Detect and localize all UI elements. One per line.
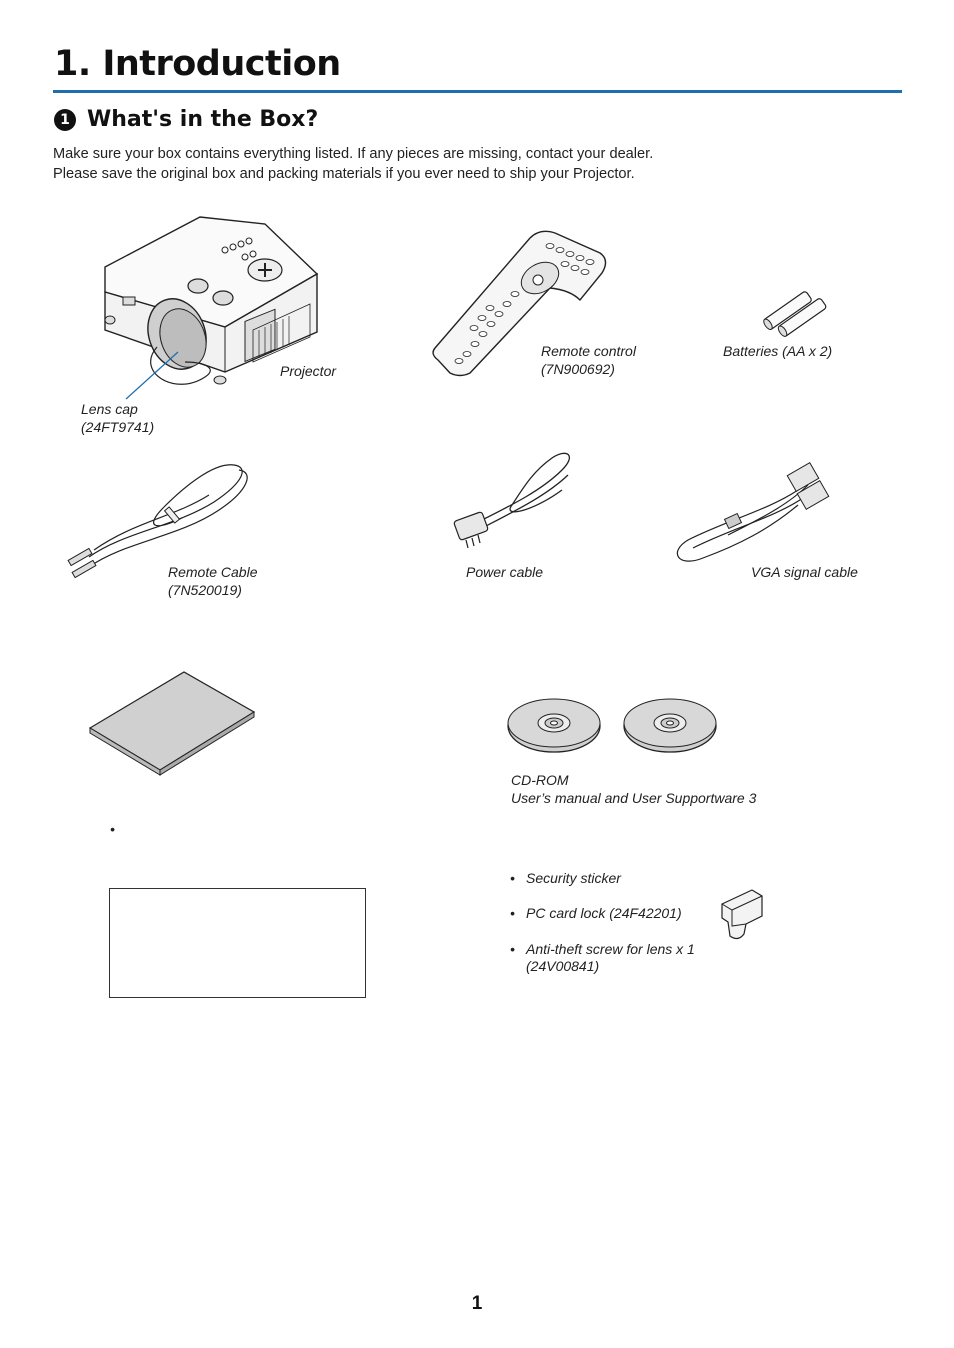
projector-label: Projector <box>280 363 337 379</box>
section-title: What's in the Box? <box>87 107 319 132</box>
intro-line-2: Please save the original box and packing materials if you ever need to ship your Projector. <box>53 165 635 182</box>
accessory-item: • Anti-theft screw for lens x 1 (24V00841) <box>510 941 695 974</box>
batteries-label: Batteries (AA x 2) <box>723 343 833 359</box>
page-number: 1 <box>471 1293 483 1314</box>
remote-control-label: Remote control (7N900692) <box>541 343 636 377</box>
vga-cable-label: VGA signal cable <box>751 564 858 580</box>
vga-cable-illustration <box>668 460 834 572</box>
cd-rom-illustration <box>506 696 722 756</box>
manual-booklet-illustration <box>88 670 258 776</box>
intro-line-1: Make sure your box contains everything listed. If any pieces are missing, contact your dealer. <box>53 146 654 162</box>
cd-rom-label: CD-ROM User’s manual and User Supportware 3 <box>511 772 757 806</box>
remote-cable-label: Remote Cable (7N520019) <box>168 564 258 598</box>
section-number-badge: 1 <box>54 109 76 131</box>
chapter-title: 1. Introduction <box>54 44 341 84</box>
accessory-list <box>510 870 695 975</box>
blank-frame <box>109 888 366 998</box>
power-cable-illustration <box>442 450 582 550</box>
manual-bullet: • <box>110 821 115 837</box>
batteries-illustration <box>758 288 834 336</box>
accessory-item: • Security sticker <box>510 870 621 886</box>
power-cable-label: Power cable <box>466 564 544 580</box>
pc-card-lock-illustration <box>716 886 766 942</box>
lens-cap-label: Lens cap (24FT9741) <box>81 401 155 435</box>
accessory-item: • PC card lock (24F42201) <box>510 905 682 921</box>
